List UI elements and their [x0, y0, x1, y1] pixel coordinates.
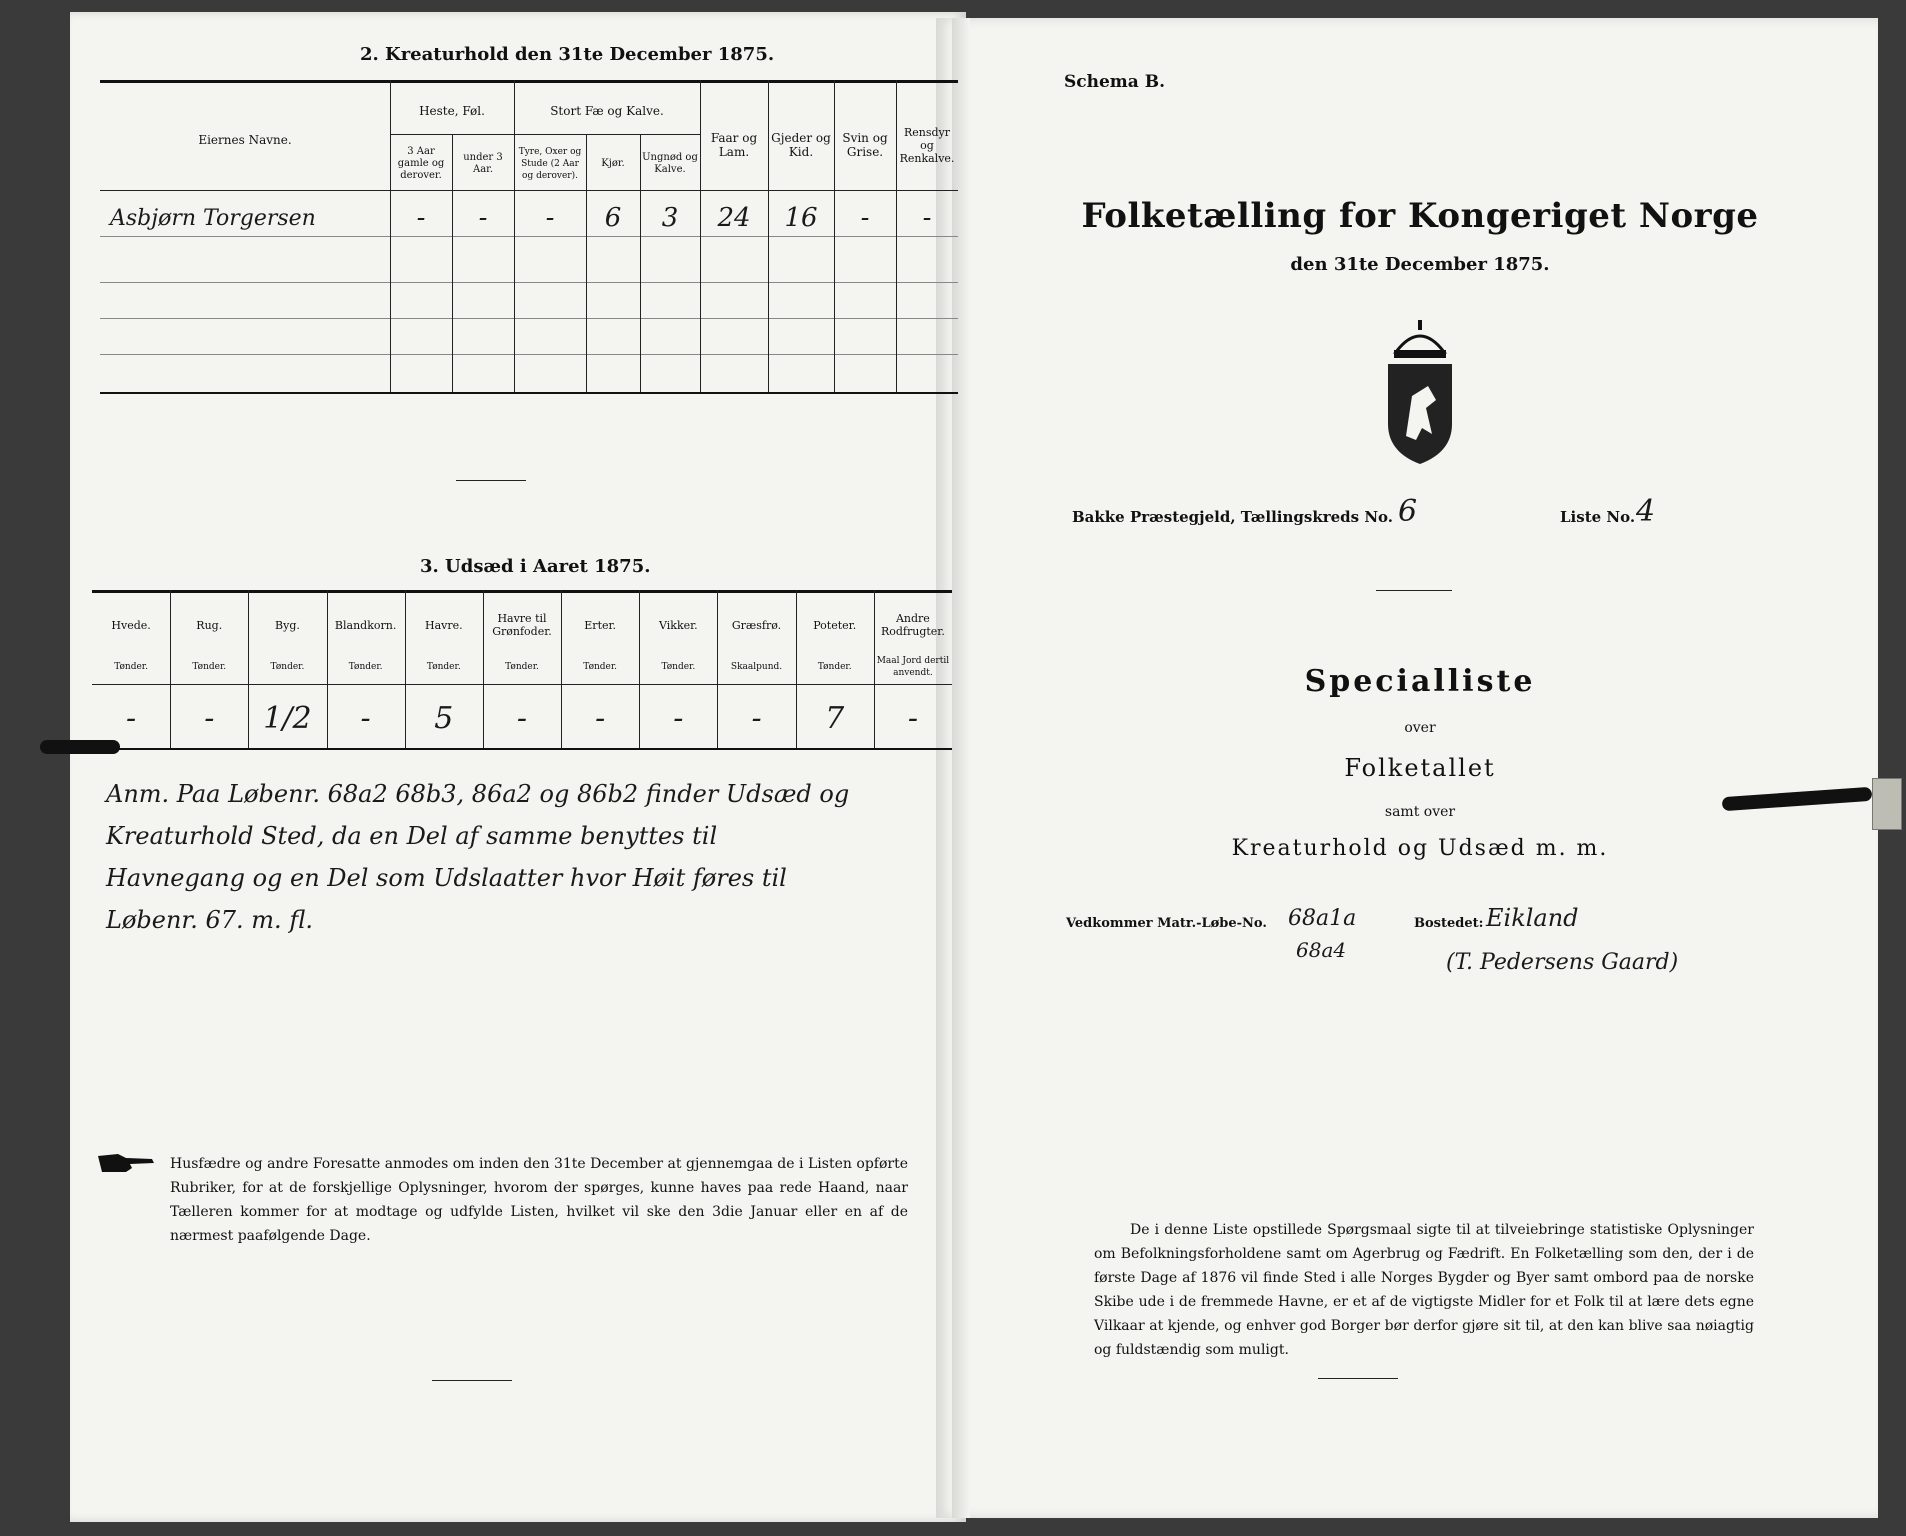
folketallet-label: Folketallet [1344, 754, 1496, 782]
seed-header-unit: Tønder. [270, 662, 305, 672]
seed-value: - [673, 700, 684, 736]
district-number: 6 [1398, 494, 1418, 529]
seed-header-unit: Maal Jord dertil anvendt. [876, 656, 950, 678]
table2-row-rule [100, 236, 958, 237]
header-owner-names: Eiernes Navne. [198, 133, 292, 147]
census-title: Folketælling for Kongeriget Norge [1081, 196, 1759, 236]
header-bulls-oxen: Tyre, Oxer og Stude (2 Aar og derover). [518, 147, 582, 181]
owner-name: Asbjørn Torgersen [110, 206, 316, 231]
schema-label: Schema B. [1064, 72, 1166, 92]
seed-header-unit: Tønder. [583, 662, 618, 672]
value-young-cattle: 3 [661, 203, 679, 233]
bosted-value: Eikland [1486, 904, 1579, 932]
table2-col-line [586, 134, 587, 392]
seed-header-unit: Tønder. [348, 662, 383, 672]
seed-header-unit: Tønder. [426, 662, 461, 672]
seed-header-unit: Tønder. [817, 662, 852, 672]
seed-value: - [516, 700, 528, 736]
seed-header-label: Havre til Grønfoder. [492, 612, 552, 638]
seed-header-unit: Tønder. [661, 662, 696, 672]
seed-header-unit: Tønder. [192, 662, 227, 672]
header-goats: Gjeder og Kid. [771, 131, 831, 159]
clip-hinge [1872, 778, 1902, 830]
value-horses-3yr: - [416, 203, 426, 233]
value-bulls-oxen: - [545, 203, 555, 233]
header-sheep: Faar og Lam. [710, 131, 758, 159]
header-reindeer: Rensdyr og Renkalve. [899, 125, 955, 165]
table2-row-rule [100, 282, 958, 283]
seed-value: - [204, 700, 215, 736]
table2-top-rule [100, 80, 958, 83]
seed-header-label: Havre. [424, 618, 463, 632]
table2-row-rule [100, 318, 958, 319]
header-pigs: Svin og Grise. [842, 131, 888, 159]
seed-header-label: Hvede. [111, 618, 151, 632]
table3-top-rule [92, 590, 952, 593]
bosted-note: (T. Pedersens Gaard) [1446, 950, 1679, 975]
table2-header-rule [100, 190, 958, 191]
annotation-line-2: Kreaturhold Sted, da en Del af samme benyttes til [106, 822, 718, 850]
matr-number-1: 68a1a [1288, 906, 1357, 931]
book-gutter [952, 18, 970, 1518]
seed-value: 1/2 [263, 700, 312, 736]
value-sheep: 24 [717, 203, 751, 233]
census-subtitle: den 31te December 1875. [1290, 254, 1550, 275]
annotation-line-3: Havnegang og en Del som Udslaatter hvor Høit føres til [106, 864, 787, 892]
seed-value: 7 [825, 700, 845, 736]
section2-title: 2. Kreaturhold den 31te December 1875. [360, 44, 775, 65]
seed-header-label: Græsfrø. [731, 618, 782, 632]
seed-header-unit: Skaalpund. [730, 662, 783, 672]
value-cows: 6 [604, 203, 622, 233]
footer-text: De i denne Liste opstillede Spørgsmaal sigte til at tilveiebringe statistiske Oplysninger om Befolkningsforholdene samt om Agerbrug og Fædrift. En Folketælling som den, der i de første Dage af 1876 vil finde Sted i alle Norges Bygder og Byer samt ombord paa de norske Skibe ude i de fremmede Havne, er et af de vigtigste Midler for et Folk til at lære dets egne Vilkaar at kjende, og enhver god Borger bør derfor gjøre sit til, at den kan blive saa nøiagtig og fuldstændig som muligt. [1094, 1222, 1754, 1358]
section3-title: 3. Udsæd i Aaret 1875. [420, 556, 651, 577]
notice-text: Husfædre og andre Foresatte anmodes om inden den 31te December at gjennemgaa de i Listen opførte Rubriker, for at de forskjellige Oplysninger, hvorom der spørges, kunne haves paa rede Haand, naar Tælleren kommer for at modtage og udfylde Listen, hvilket vil ske den 3die Januar eller en af de nærmest paafølgende Dage. [170, 1156, 908, 1244]
header-horses-under3: under 3 Aar. [463, 152, 503, 175]
seed-header-unit: Tønder. [505, 662, 539, 672]
header-horses-3yr: 3 Aar gamle og derover. [397, 146, 445, 181]
seed-header-unit: Tønder. [114, 662, 148, 672]
seed-header-label: Rug. [196, 618, 223, 632]
seed-header-label: Andre Rodfrugter. [880, 612, 945, 638]
seed-header-label: Byg. [275, 618, 300, 632]
value-horses-under3: - [478, 203, 488, 233]
divider-right-top [1376, 590, 1452, 591]
table2-bottom-rule [100, 392, 958, 394]
left-page [70, 12, 966, 1522]
speciallist-title: Specialliste [1304, 664, 1536, 699]
seed-value: 5 [434, 700, 454, 736]
section-divider [456, 480, 526, 481]
list-number: 4 [1636, 494, 1656, 529]
seed-header-label: Erter. [584, 618, 617, 632]
matr-number-2: 68a4 [1296, 938, 1347, 962]
pointing-hand-icon [96, 1150, 156, 1176]
table2-row-rule [100, 354, 958, 355]
matr-label: Vedkommer Matr.-Løbe-No. [1066, 916, 1267, 931]
seed-value: - [907, 700, 918, 736]
seed-header-label: Blandkorn. [334, 618, 397, 632]
coat-of-arms-icon [1378, 316, 1462, 466]
seed-header-label: Vikker. [659, 618, 698, 632]
over-label: over [1404, 720, 1436, 736]
seed-header-label: Poteter. [813, 618, 857, 632]
seed-value: - [751, 700, 762, 736]
bottom-divider-left [432, 1380, 512, 1381]
header-young-cattle: Ungnød og Kalve. [642, 152, 698, 175]
header-cattle: Stort Fæ og Kalve. [550, 104, 664, 118]
header-horses: Heste, Føl. [419, 104, 485, 118]
list-label: Liste No. [1560, 508, 1636, 526]
bosted-label: Bostedet: [1414, 916, 1484, 931]
bottom-divider-right [1318, 1378, 1398, 1379]
seed-value: - [126, 700, 137, 736]
table2-col-line [452, 134, 453, 392]
annotation-line-4: Løbenr. 67. m. fl. [106, 906, 313, 934]
seed-value: - [595, 700, 606, 736]
value-pigs: - [860, 203, 870, 233]
value-reindeer: - [922, 203, 932, 233]
kreaturhold-label: Kreaturhold og Udsæd m. m. [1231, 836, 1609, 861]
binder-clip-left [40, 740, 120, 754]
table2-col-line [640, 134, 641, 392]
table3-bottom-rule [92, 748, 952, 750]
seed-value: - [360, 700, 371, 736]
samt-over-label: samt over [1384, 804, 1456, 820]
header-cows: Kjør. [601, 158, 625, 169]
table2-subheader-rule [390, 134, 700, 135]
annotation-line-1: Anm. Paa Løbenr. 68a2 68b3, 86a2 og 86b2 finder Udsæd og [106, 780, 850, 808]
parish-label: Bakke Præstegjeld, Tællingskreds No. [1072, 508, 1393, 526]
table3-header-rule [92, 684, 952, 685]
value-goats: 16 [784, 203, 818, 233]
